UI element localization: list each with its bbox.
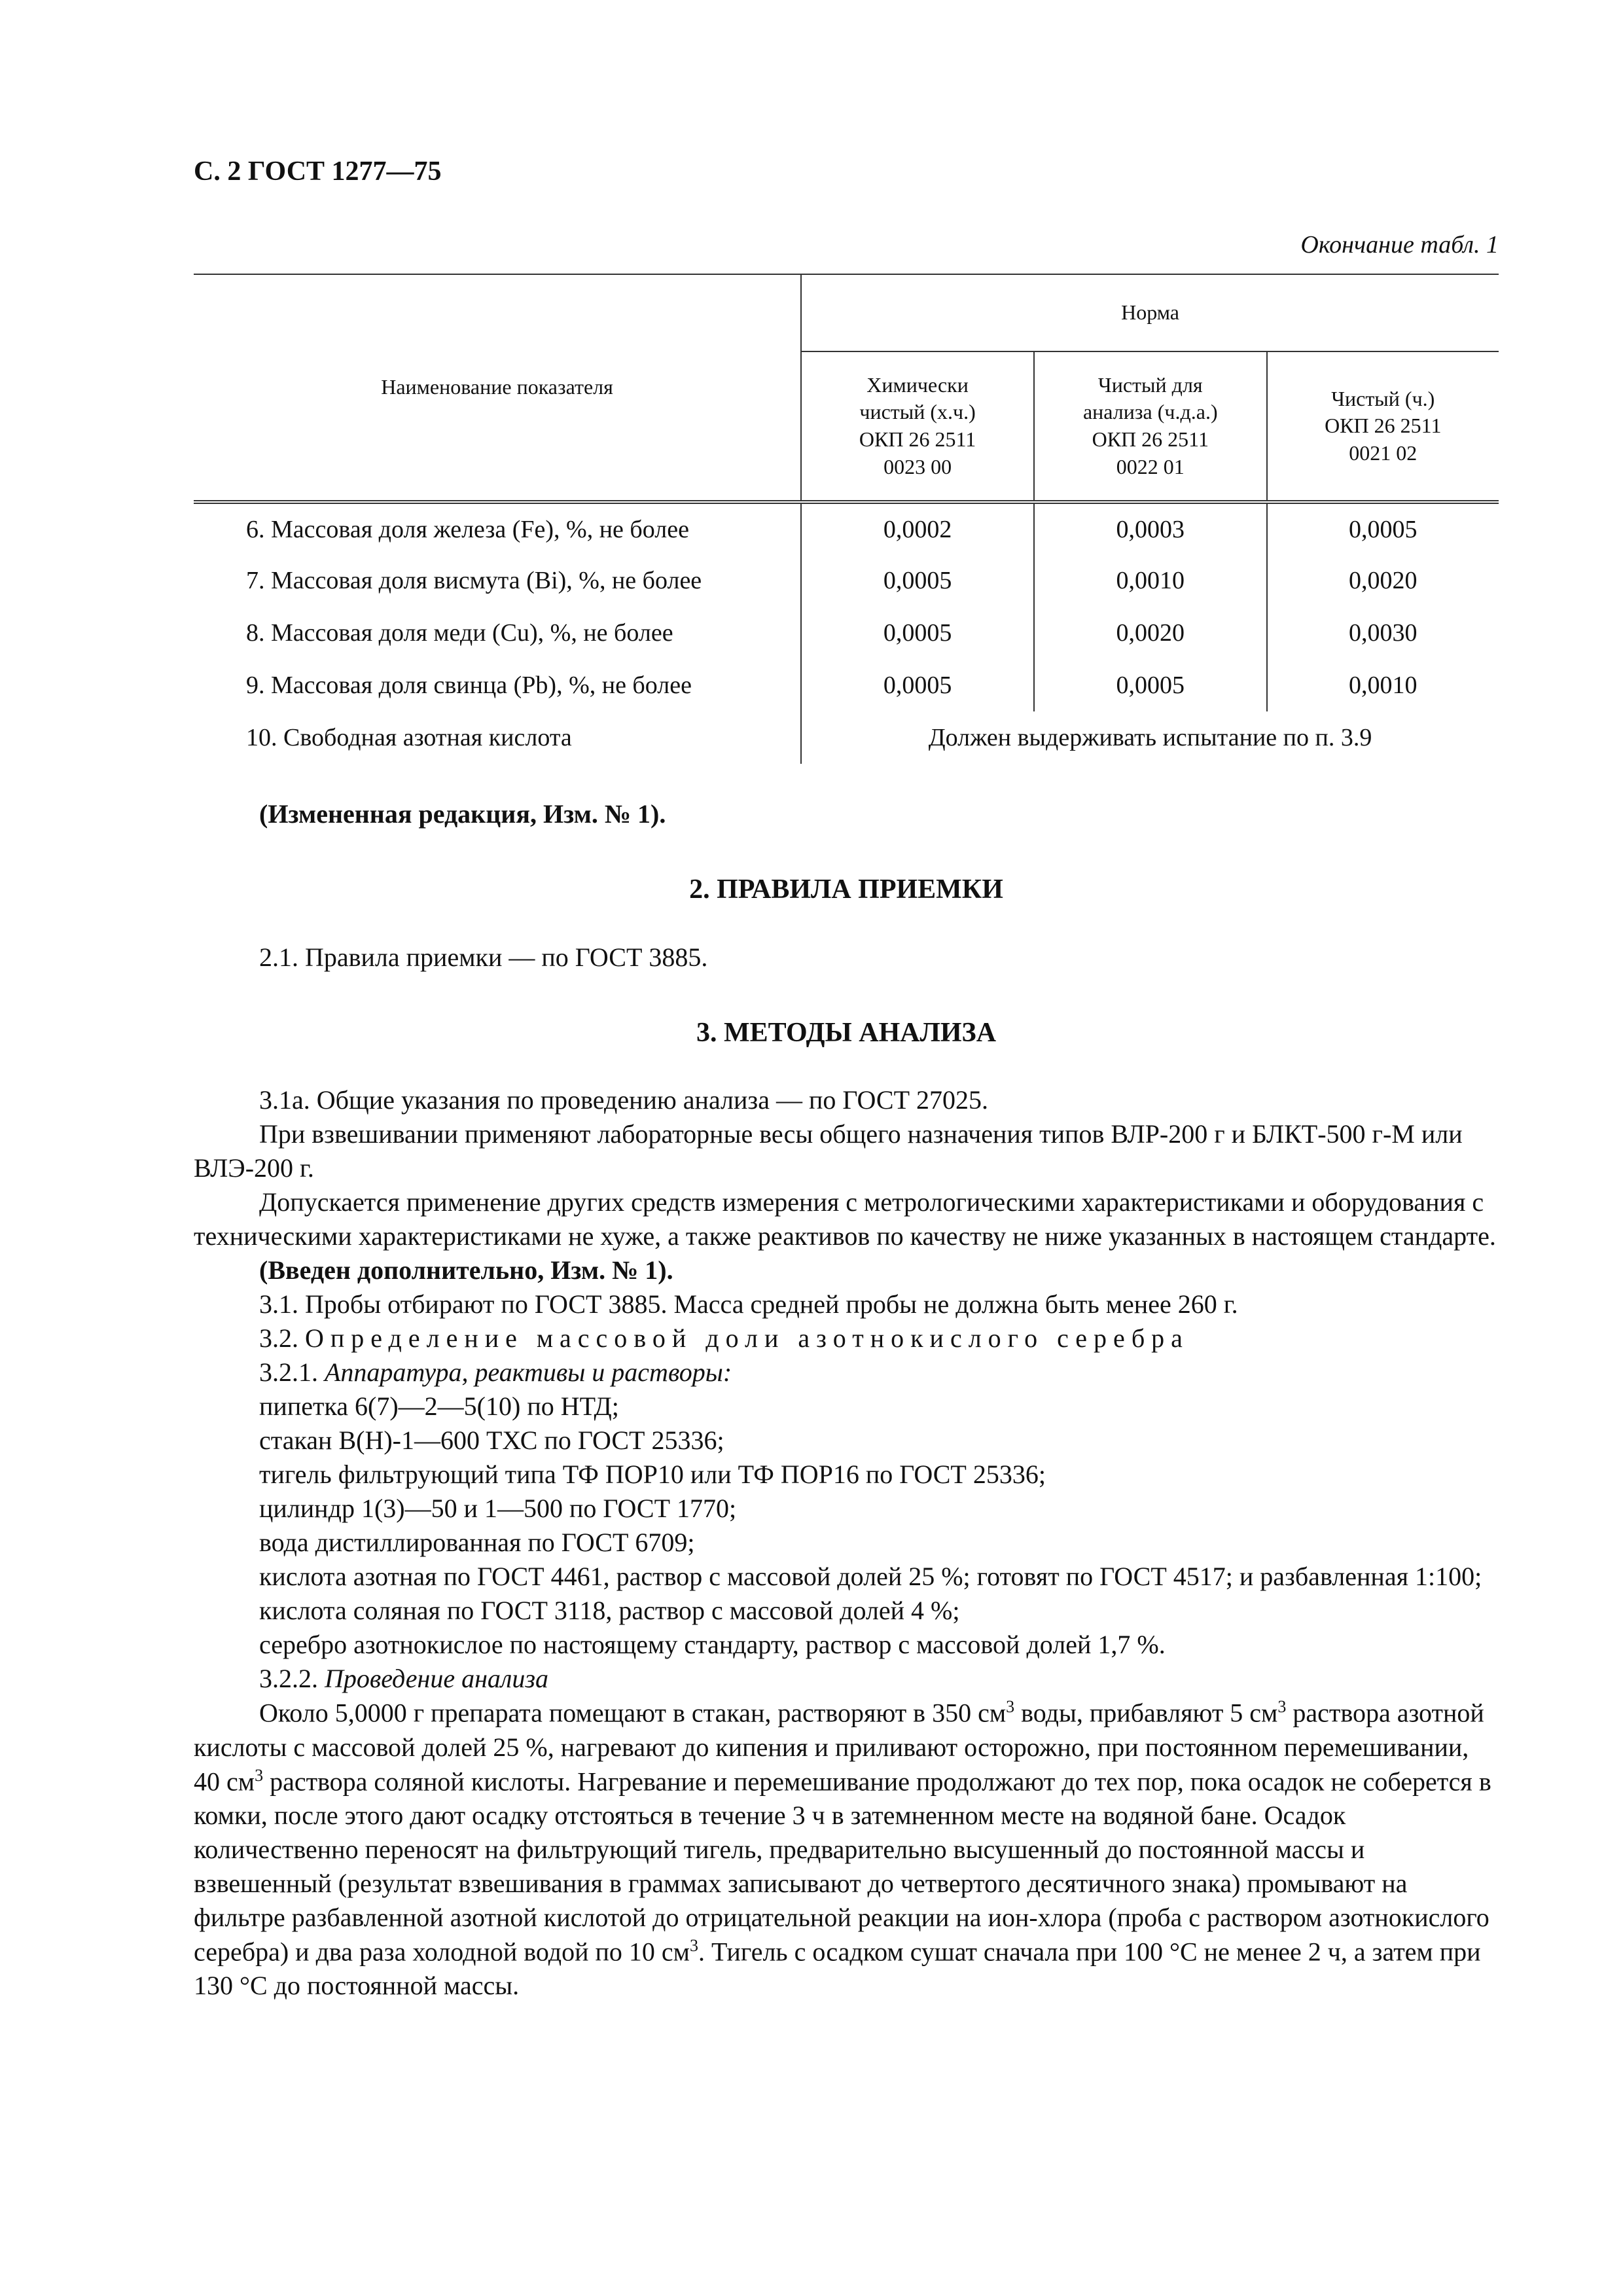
row-name: 10. Свободная азотная кислота [246,724,572,751]
table-row [194,711,1499,764]
section-2-title: 2. ПРАВИЛА ПРИЕМКИ [689,874,1003,905]
row-value: 0,0010 [1267,659,1499,711]
table-row [194,607,1499,659]
row-value: 0,0005 [801,554,1034,607]
row-value: 0,0020 [1267,554,1499,607]
row-value-merged: Должен выдерживать испытание по п. 3.9 [801,711,1499,764]
list-item: вода дистиллированная по ГОСТ 6709; [259,1528,695,1558]
paragraph-3-2-1: 3.2.1. Аппаратура, реактивы и растворы: [259,1357,732,1388]
list-item: цилиндр 1(3)—50 и 1—500 по ГОСТ 1770; [259,1494,737,1524]
table-row [194,659,1499,711]
amendment-note: (Измененная редакция, Изм. № 1). [259,799,666,829]
col-name-header: Наименование показателя [194,274,801,502]
subsection-title: Аппаратура, реактивы и растворы: [325,1357,732,1388]
row-value: 0,0005 [801,607,1034,659]
norm-header: Норма [801,274,1499,351]
row-value: 0,0002 [801,502,1034,554]
norms-table [194,274,1499,764]
row-name: 8. Массовая доля меди (Cu), %, не более [246,619,673,647]
list-item: кислота азотная по ГОСТ 4461, раствор с массовой долей 25 %; готовят по ГОСТ 4517; и разбавленная 1:100; [259,1562,1482,1592]
document-body [194,797,1499,2003]
section-3-title: 3. МЕТОДЫ АНАЛИЗА [696,1017,997,1048]
row-value: 0,0003 [1034,502,1266,554]
row-value: 0,0005 [801,659,1034,711]
subsection-title: Проведение анализа [325,1664,548,1694]
list-item: кислота соляная по ГОСТ 3118, раствор с массовой долей 4 %; [259,1596,960,1626]
row-value: 0,0005 [1267,502,1499,554]
table-caption: Окончание табл. 1 [1300,231,1499,259]
table-row [194,554,1499,607]
row-value: 0,0010 [1034,554,1266,607]
grade-header-analysis-pure: Чистый для анализа (ч.д.а.) ОКП 26 2511 0022 01 [1034,351,1266,502]
row-name: 7. Массовая доля висмута (Bi), %, не более [246,567,702,594]
paragraph-3-2-2: 3.2.2. Проведение анализа [259,1664,548,1694]
amendment-note: (Введен дополнительно, Изм. № 1). [259,1255,673,1285]
list-item: серебро азотнокислое по настоящему стандарту, раствор с массовой долей 1,7 %. [259,1630,1166,1660]
paragraph-2-1: 2.1. Правила приемки — по ГОСТ 3885. [259,942,708,972]
grade-header-chemically-pure: Химически чистый (х.ч.) ОКП 26 2511 0023 00 [801,351,1034,502]
paragraph-3-1a: 3.1а. Общие указания по проведению анализа — по ГОСТ 27025. [259,1085,989,1115]
paragraph-allowed: Допускается применение других средств измерения с метрологическими характеристиками и оборудования с техническими характеристиками не хуже, а также реактивов по качеству не ниже указанных в настоящем стандарте. [194,1187,1496,1251]
paragraph-3-1: 3.1. Пробы отбирают по ГОСТ 3885. Масса средней пробы не должна быть менее 260 г. [259,1289,1238,1319]
page-header: С. 2 ГОСТ 1277—75 [194,156,442,187]
row-name: 6. Массовая доля железа (Fe), %, не более [246,515,689,543]
paragraph-weighing: При взвешивании применяют лабораторные весы общего назначения типов ВЛР-200 г и БЛКТ-500 г-М или ВЛЭ-200 г. [194,1119,1463,1183]
row-value: 0,0005 [1034,659,1266,711]
grade-header-pure: Чистый (ч.) ОКП 26 2511 0021 02 [1267,351,1499,502]
row-value: 0,0020 [1034,607,1266,659]
table-row [194,502,1499,554]
list-item: пипетка 6(7)—2—5(10) по НТД; [259,1391,619,1422]
paragraph-procedure: Около 5,0000 г препарата помещают в стакан, растворяют в 350 $см^3$ воды, прибавляют 5 $см^3$ раствора азотной кислоты с массовой долей 25 %, нагревают до кипения и приливают осторожно, при постоянном перемешивании, 40 $см^3$ раствора соляной кислоты. Нагревание и перемешивание продолжают до тех пор, пока осадок не соберется в комки, после этого дают осадку отстояться в течение 3 ч в затемненном месте на водяной бане. Осадок количественно переносят на фильтрующий тигель, предварительно высушенный до постоянной массы и взвешенный (результат взвешивания в граммах записывают до четвертого десятичного знака) промывают на фильтре разбавленной азотной кислотой до отрицательной реакции на ион-хлора (проба с раствором азотнокислого серебра) и два раза холодной водой по 10 $см^3$. Тигель с осадком сушат сначала при 100 °С не менее 2 ч, а затем при 130 °С до постоянной массы. [194,1697,1491,2001]
row-value: 0,0030 [1267,607,1499,659]
list-item: стакан В(Н)-1—600 ТХС по ГОСТ 25336; [259,1426,724,1456]
list-item: тигель фильтрующий типа ТФ ПОР10 или ТФ ПОР16 по ГОСТ 25336; [259,1460,1046,1490]
section-3-2-title: Определение массовой доли азотнокислого серебра [305,1323,1189,1354]
paragraph-3-2: 3.2. Определение массовой доли азотнокислого серебра [259,1323,1189,1354]
row-name: 9. Массовая доля свинца (Pb), %, не более [246,672,692,699]
